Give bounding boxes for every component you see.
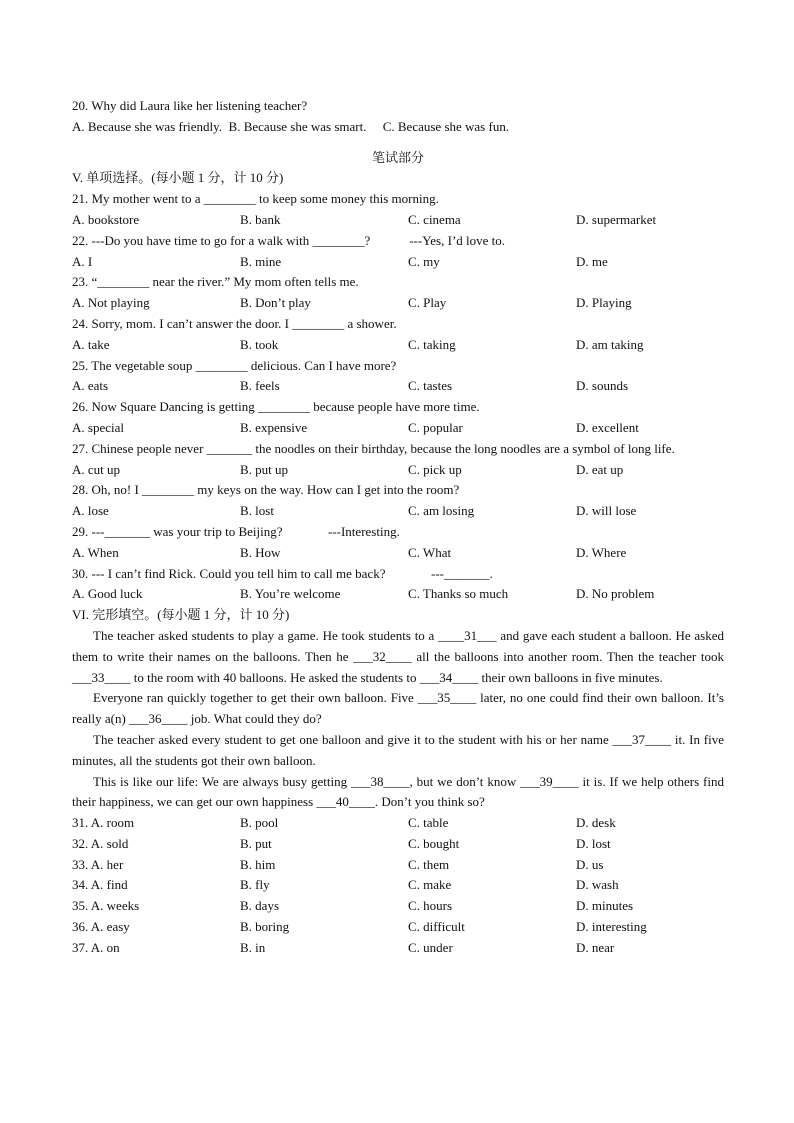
question-options	[72, 543, 724, 564]
option-a: 37. A. on	[72, 939, 120, 955]
option-a: A. When	[72, 544, 119, 560]
option-d: D. desk	[576, 815, 616, 831]
option-a: 34. A. find	[72, 877, 128, 893]
option-c: C. cinema	[408, 211, 461, 227]
question-stem: 23. “________ near the river.” My mom often tells me.	[72, 274, 359, 290]
question-stem: 21. My mother went to a ________ to keep some money this morning.	[72, 191, 439, 207]
question-options	[72, 501, 724, 522]
option-b: B. How	[240, 544, 281, 560]
question-block	[72, 522, 724, 564]
option-b: B. lost	[240, 503, 274, 519]
option-c: C. my	[408, 253, 440, 269]
question-options	[72, 584, 724, 605]
question-options	[72, 376, 724, 397]
option-c: C. Play	[408, 295, 447, 311]
option-c: C. them	[408, 856, 450, 872]
question-block	[72, 356, 724, 398]
section-v-header: V. 单项选择。(每小题 1 分，计 10 分)	[72, 170, 284, 186]
option-a: A. cut up	[72, 461, 121, 477]
option-a: 36. A. easy	[72, 919, 130, 935]
option-c: C. table	[408, 815, 449, 831]
option-d: D. am taking	[576, 336, 644, 352]
option-a: A. lose	[72, 503, 109, 519]
question-stem: 22. ---Do you have time to go for a walk with ________? ---Yes, I’d love to.	[72, 232, 506, 248]
option-d: D. No problem	[576, 586, 655, 602]
question-stem: 27. Chinese people never _______ the noodles on their birthday, because the long noodles are a symbol of long life.	[72, 440, 675, 456]
cloze-options-32	[72, 834, 724, 855]
option-d: D. eat up	[576, 461, 624, 477]
question-options	[72, 335, 724, 356]
option-b: B. expensive	[240, 419, 308, 435]
section-title: 笔试部分	[371, 149, 424, 165]
option-b: B. put up	[240, 461, 289, 477]
option-b: B. put	[240, 835, 272, 851]
section-vi-header: VI. 完形填空。(每小题 1 分，计 10 分)	[72, 607, 290, 623]
option-b: B. mine	[240, 253, 282, 269]
option-d: D. near	[576, 939, 615, 955]
question-block	[72, 272, 724, 314]
cloze-paragraph-3: The teacher asked every student to get one balloon and give it to the student with his or her name ___37____ it. In five minutes, all the students got their own balloon.	[72, 731, 724, 768]
question-options	[72, 210, 724, 231]
question-20: 20. Why did Laura like her listening teacher?	[72, 98, 308, 113]
option-b: B. took	[240, 336, 279, 352]
option-c: C. pick up	[408, 461, 462, 477]
option-c: C. bought	[408, 835, 460, 851]
cloze-options-31	[72, 813, 724, 834]
option-d: D. Playing	[576, 295, 632, 311]
option-a: A. Not playing	[72, 295, 150, 311]
option-d: D. sounds	[576, 378, 629, 394]
option-c: C. make	[408, 877, 452, 893]
option-a: A. take	[72, 336, 110, 352]
option-b: B. fly	[240, 877, 270, 893]
cloze-paragraph-4: This is like our life: We are always busy getting ___38____, but we don’t know ___39____ it is. If we help others find their happiness, we can get our own happiness ___40____. Don’t you think so?	[72, 773, 724, 810]
option-b: B. him	[240, 856, 276, 872]
cloze-options-37	[72, 938, 724, 959]
option-d: D. will lose	[576, 503, 637, 519]
option-b: B. pool	[240, 815, 279, 831]
question-20-options: A. Because she was friendly. B. Because she was smart. C. Because she was fun.	[72, 118, 510, 134]
question-stem: 30. --- I can’t find Rick. Could you tell him to call me back? ---_______.	[72, 565, 493, 581]
option-c: C. taking	[408, 336, 456, 352]
cloze-options-35	[72, 896, 724, 917]
option-a: A. I	[72, 253, 93, 269]
option-c: C. Thanks so much	[408, 586, 509, 602]
option-d: D. wash	[576, 877, 619, 893]
question-block	[72, 189, 724, 231]
option-b: B. days	[240, 898, 279, 914]
option-d: D. minutes	[576, 898, 634, 914]
option-b: B. bank	[240, 211, 281, 227]
option-a: A. Good luck	[72, 586, 143, 602]
cloze-paragraph-2: Everyone ran quickly together to get their own balloon. Five ___35____ later, no one could find their own balloon. It’s really a(n) ___36____ job. What could they do?	[72, 690, 724, 727]
option-b: B. boring	[240, 919, 290, 935]
option-b: B. in	[240, 939, 266, 955]
option-b: B. You’re welcome	[240, 586, 341, 602]
question-block	[72, 231, 724, 273]
question-stem: 28. Oh, no! I ________ my keys on the way. How can I get into the room?	[72, 482, 460, 498]
question-options	[72, 418, 724, 439]
option-c: C. difficult	[408, 919, 465, 935]
question-options	[72, 252, 724, 273]
cloze-options-34	[72, 875, 724, 896]
option-a: 35. A. weeks	[72, 898, 140, 914]
question-stem: 24. Sorry, mom. I can’t answer the door. I ________ a shower.	[72, 315, 397, 331]
option-c: C. popular	[408, 419, 463, 435]
option-c: C. tastes	[408, 378, 453, 394]
option-b: B. feels	[240, 378, 280, 394]
option-c: C. What	[408, 544, 452, 560]
question-options	[72, 293, 724, 314]
option-d: D. me	[576, 253, 608, 269]
question-options	[72, 460, 724, 481]
option-c: C. am losing	[408, 503, 475, 519]
question-block	[72, 439, 724, 481]
option-d: D. interesting	[576, 919, 647, 935]
option-d: D. lost	[576, 835, 611, 851]
question-stem: 29. ---_______ was your trip to Beijing? ---Interesting.	[72, 523, 400, 539]
option-a: 32. A. sold	[72, 835, 129, 851]
option-d: D. Where	[576, 544, 627, 560]
option-c: C. hours	[408, 898, 453, 914]
question-stem: 26. Now Square Dancing is getting ________ because people have more time.	[72, 399, 480, 415]
question-block	[72, 564, 724, 606]
cloze-paragraph-1: The teacher asked students to play a game. He took students to a ____31___ and gave each student a balloon. He asked them to write their names on the balloons. Then he ___32____ all the balloons into another room. Then the teacher took ___33____ to the room with 40 balloons. He asked the students to ___34____ their own balloons in five minutes.	[72, 627, 724, 685]
option-a: A. bookstore	[72, 211, 140, 227]
option-c: C. under	[408, 939, 453, 955]
cloze-options-33	[72, 855, 724, 876]
cloze-options-36	[72, 917, 724, 938]
option-a: A. special	[72, 419, 124, 435]
question-block	[72, 314, 724, 356]
exam-page	[72, 96, 724, 959]
option-a: A. eats	[72, 378, 109, 394]
option-d: D. excellent	[576, 419, 639, 435]
option-a: 33. A. her	[72, 856, 124, 872]
option-d: D. us	[576, 856, 604, 872]
option-a: 31. A. room	[72, 815, 135, 831]
question-stem: 25. The vegetable soup ________ delicious. Can I have more?	[72, 357, 397, 373]
question-block	[72, 397, 724, 439]
option-d: D. supermarket	[576, 211, 657, 227]
option-b: B. Don’t play	[240, 295, 311, 311]
question-block	[72, 480, 724, 522]
